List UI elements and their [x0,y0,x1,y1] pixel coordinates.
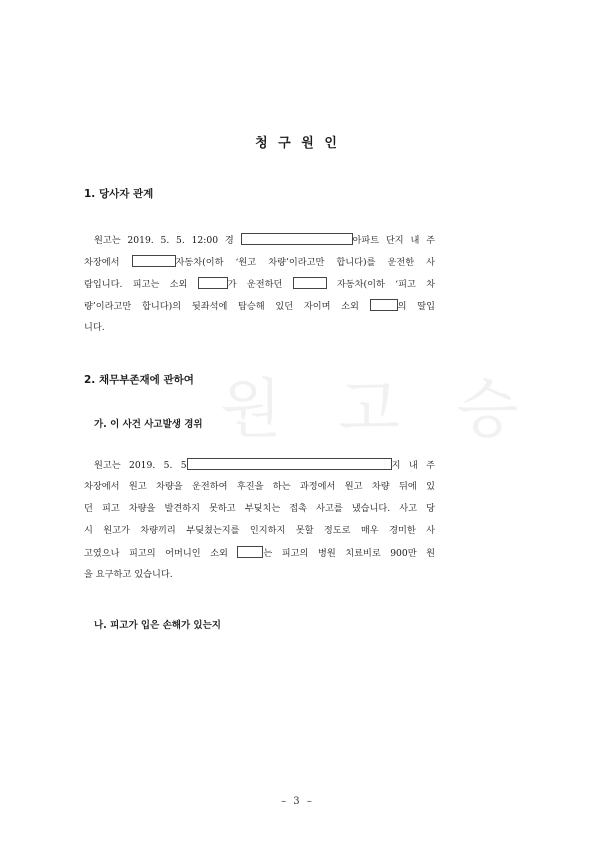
paragraph-line: 차장에서 자동차(이하 ‘원고 차량’이라고만 합니다)를 운전한 사 [84,257,436,268]
redaction-box [187,458,392,470]
paragraph-line: 시 원고가 차량끼리 부딪쳤는지를 인지하지 못할 정도로 매우 경미한 사 [84,525,435,536]
paragraph-line: 고였으나 피고의 어머니인 소외 는 피고의 병원 치료비로 900만 원 [84,548,436,559]
section-1-heading: 1. 당사자 관계 [84,188,154,200]
redaction-box [241,233,353,245]
paragraph-line: 원고는 2019. 5. 5. 12:00 경 아파트 단지 내 주 [94,235,435,246]
paragraph-line: 량’이라고만 합니다)의 뒷좌석에 탑승해 있던 자이며 소외 의 딸입 [84,301,435,312]
section-2-heading: 2. 채무부존재에 관하여 [84,374,194,386]
redaction-box [237,546,263,558]
paragraph-line: 을 요구하고 있습니다. [84,569,173,580]
paragraph-line: 니다. [84,322,105,333]
paragraph-line: 던 피고 차량을 발견하지 못하고 부딪치는 접촉 사고를 냈습니다. 사고 당 [84,503,435,514]
redaction-box [132,255,176,267]
redaction-box [370,299,398,311]
watermark: 원 고 승 [220,373,537,447]
paragraph-line: 원고는 2019. 5. 5 지 내 주 [94,460,435,471]
page-number: – 3 – [281,796,314,807]
paragraph-line: 람입니다. 피고는 소외 가 운전하던 자동차(이하 ‘피고 차 [84,279,435,290]
redaction-box [293,277,327,289]
section-2b-heading: 나. 피고가 입은 손해가 있는지 [94,620,221,631]
section-2a-heading: 가. 이 사건 사고발생 경위 [94,419,203,430]
paragraph-line: 차장에서 원고 차량을 운전하여 후진을 하는 과정에서 원고 차량 뒤에 있 [84,481,435,492]
page-title: 청 구 원 인 [255,136,340,151]
redaction-box [198,277,228,289]
